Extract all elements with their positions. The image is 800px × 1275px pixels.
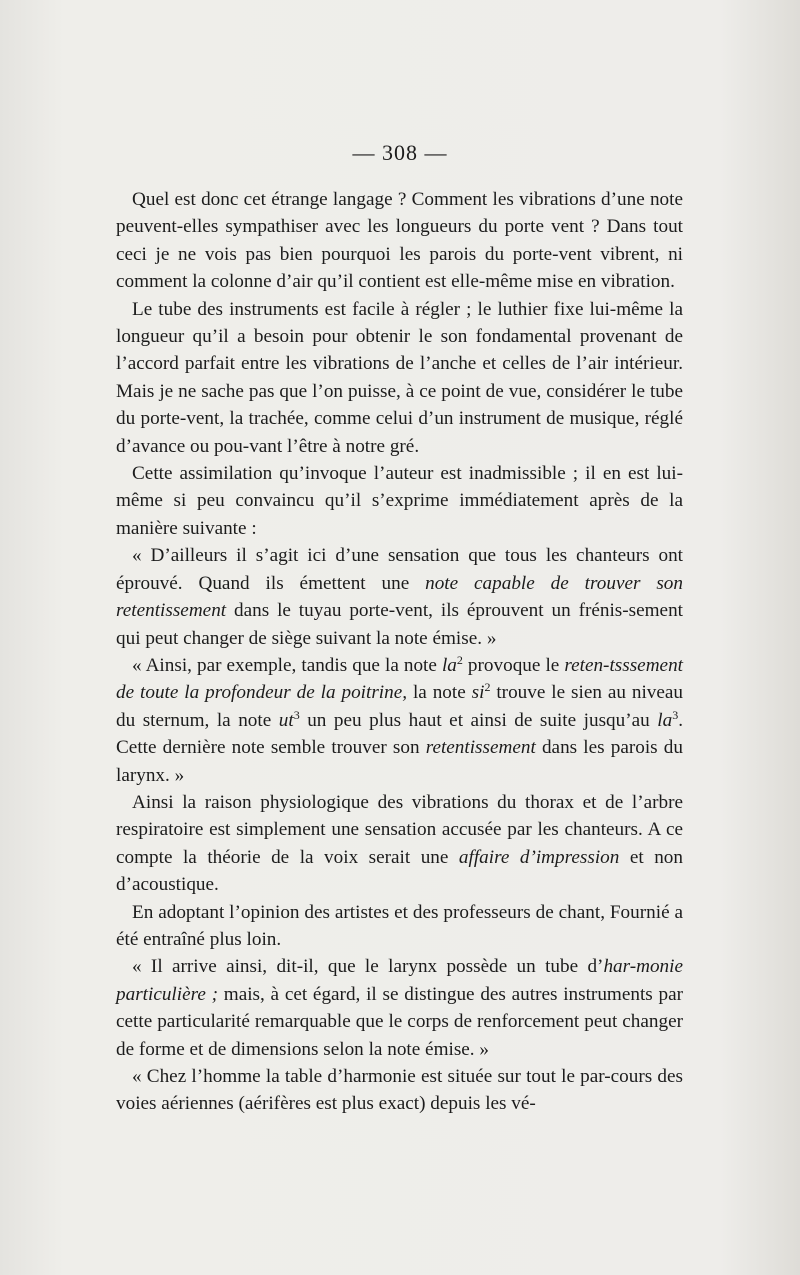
- superscript: 3: [672, 707, 679, 722]
- text-run: Quel est donc cet étrange langage ? Comment les vibrations d’une note peuvent-elles sympathiser avec les longueurs du porte vent ? Dans tout ceci je ne vois pas bien pourquoi les parois du porte-vent vibrent, ni comment la colonne d’air qu’il contient est elle-même mise en vibration.: [116, 189, 683, 293]
- text-run: trouve le sien au niveau du sternum, la note: [116, 682, 683, 731]
- paragraph: [116, 899, 683, 954]
- text-run: dans le tuyau porte-vent, ils éprouvent un frénis-sement qui peut changer de siège suivant la note émise. »: [116, 600, 683, 649]
- superscript: 2: [456, 652, 463, 667]
- paragraph: [116, 296, 683, 460]
- text-run: « Il arrive ainsi, dit-il, que le larynx possède un tube d’: [132, 956, 604, 978]
- italic-text: affaire d’impression: [458, 846, 620, 868]
- body-text: [116, 186, 683, 1118]
- text-run: Cette assimilation qu’invoque l’auteur est inadmissible ; il en est lui-même si peu convaincu qu’il s’exprime immédiatement après de la manière suivante :: [116, 463, 683, 539]
- italic-text: ut: [278, 709, 294, 731]
- text-run: et non d’acoustique.: [116, 846, 683, 896]
- text-run: . Cette dernière note semble trouver son: [116, 709, 683, 759]
- italic-text: har-monie particulière ;: [116, 956, 683, 1005]
- text-run: provoque le: [462, 654, 565, 676]
- page-number: — 308 —: [352, 140, 448, 165]
- italic-text: retentissement: [425, 737, 536, 759]
- superscript: 2: [484, 680, 491, 695]
- paragraph: [116, 542, 683, 652]
- paragraph: [116, 953, 683, 1063]
- text-run: « D’ailleurs il s’agit ici d’une sensation que tous les chanteurs ont éprouvé. Quand ils émettent une: [116, 545, 683, 594]
- italic-text: si: [471, 682, 485, 704]
- text-run: un peu plus haut et ainsi de suite jusqu’au: [299, 709, 658, 731]
- text-run: « Chez l’homme la table d’harmonie est située sur tout le par-cours des voies aériennes (aérifères est plus exact) depuis les vé-: [116, 1066, 683, 1115]
- italic-text: la: [657, 709, 673, 731]
- paragraph: [116, 789, 683, 899]
- superscript: 3: [293, 707, 300, 722]
- italic-text: reten-tsssement de toute la profondeur de la poitrine,: [116, 654, 683, 704]
- text-run: Ainsi la raison physiologique des vibrations du thorax et de l’arbre respiratoire est simplement une sensation accusée par les chanteurs. A ce compte la théorie de la voix serait une: [116, 791, 683, 868]
- italic-text: la: [441, 654, 457, 676]
- paragraph: [116, 652, 683, 789]
- text-run: la note: [407, 682, 472, 704]
- italic-text: note capable de trouver son retentissement: [116, 572, 683, 622]
- text-run: dans les parois du larynx. »: [116, 737, 683, 786]
- paragraph: [116, 460, 683, 542]
- text-run: Le tube des instruments est facile à régler ; le luthier fixe lui-même la longueur qu’il a besoin pour obtenir le son fondamental provenant de l’accord parfait entre les vibrations de l’anche et celles de l’air intérieur. Mais je ne sache pas que l’on puisse, à ce point de vue, considérer le tube du porte-vent, la trachée, comme celui d’un instrument de musique, réglé d’avance ou pou-vant l’être à notre gré.: [116, 298, 683, 457]
- text-run: mais, à cet égard, il se distingue des autres instruments par cette particularité remarquable que le corps de renforcement peut changer de forme et de dimensions selon la note émise. »: [116, 983, 683, 1060]
- text-run: En adoptant l’opinion des artistes et des professeurs de chant, Fournié a été entraîné plus loin.: [116, 901, 683, 950]
- paragraph: [116, 186, 683, 296]
- paragraph: [116, 1063, 683, 1118]
- text-run: « Ainsi, par exemple, tandis que la note: [132, 654, 442, 676]
